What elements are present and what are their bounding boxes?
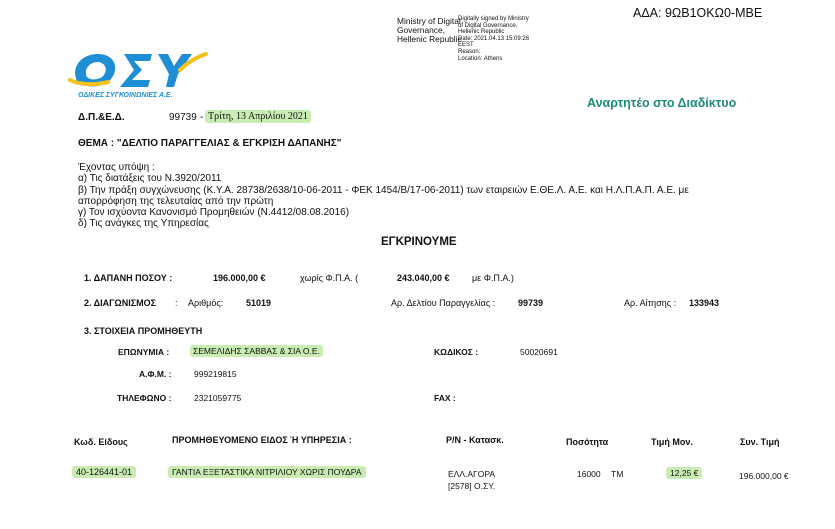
table-header-quantity: Ποσότητα	[566, 437, 609, 447]
table-header-pn: P/N - Κατασκ.	[446, 435, 504, 445]
row-code: 40-126441-01	[72, 466, 136, 478]
supplier-name-label: ΕΠΩΝΥΜΙΑ :	[118, 347, 170, 357]
signature-detail-line: Reason:	[458, 48, 481, 55]
considering-item: β) Την πράξη συγχώνευσης (Κ.Υ.Α. 28738/2638/10-06-2011 - ΦΕΚ 1454/Β/17-06-2011) των εταιρειών Ε.ΘΕ.Λ. Α.Ε. και Η.Λ.Π.Α.Π. Α.Ε. με	[78, 184, 689, 196]
signature-detail-line: Hellenic Republic	[458, 29, 505, 36]
protocol-number: 99739	[169, 112, 197, 123]
signature-ministry-line: Hellenic Republic	[397, 34, 462, 44]
signature-detail-line: Date: 2021.04.13 15:09:26	[458, 35, 530, 42]
section3-label: 3. ΣΤΟΙΧΕΙΑ ΠΡΟΜΗΘΕΥΤΗ	[84, 326, 203, 336]
considering-item: απορρόφηση της τελευταίας από την πρώτη	[78, 195, 274, 207]
section2-colon: :	[175, 298, 178, 308]
table-header-total: Συν. Τιμή	[740, 437, 780, 447]
considering-item: α) Τις διατάξεις του Ν.3920/2011	[78, 173, 222, 185]
section2-request-value: 133943	[689, 298, 720, 308]
signature-ministry-line: Governance,	[397, 25, 445, 35]
row-pn-line: ΕΛΛ.ΑΓΟΡΑ	[448, 469, 496, 479]
signature-details	[458, 16, 529, 62]
supplier-code-label: ΚΩΔΙΚΟΣ :	[434, 347, 479, 357]
section2-order-label: Αρ. Δελτίου Παραγγελίας :	[391, 298, 496, 308]
section1-amount-gross: 243.040,00 €	[397, 273, 450, 283]
supplier-phone-value: 2321059775	[194, 393, 242, 403]
supplier-afm-value: 999219815	[194, 369, 237, 379]
section2-order-value: 99739	[518, 298, 544, 308]
table-header-description: ΠΡΟΜΗΘΕΥΟΜΕΝΟ ΕΙΔΟΣ Ή ΥΠΗΡΕΣΙΑ :	[172, 435, 352, 445]
subject-line: ΘΕΜΑ : "ΔΕΛΤΙΟ ΠΑΡΑΓΓΕΛΙΑΣ & ΕΓΚΡΙΣΗ ΔΑΠΑΝΗΣ"	[78, 138, 342, 149]
section1-without-vat: χωρίς Φ.Π.Α. (	[300, 273, 359, 283]
section2-request-label: Αρ. Αίτησης :	[624, 298, 677, 308]
osy-logo-mark	[68, 44, 208, 92]
signature-ministry-line: Ministry of Digital	[397, 16, 461, 26]
row-unit: TM	[611, 469, 624, 479]
posted-online: Αναρτητέο στο Διαδίκτυο	[587, 96, 737, 110]
signature-detail-line: Digitally signed by Ministry	[458, 16, 529, 22]
supplier-phone-label: ΤΗΛΕΦΩΝΟ :	[117, 393, 172, 403]
supplier-fax-label: FAX :	[434, 393, 456, 403]
ada-line: ΑΔΑ: 9ΩΒ1ΟΚΩ0-ΜΒΕ	[633, 6, 763, 20]
logo-caption: ΟΔΙΚΕΣ ΣΥΓΚΟΙΝΩΝΙΕΣ Α.Ε.	[78, 92, 173, 99]
section2-number-value: 51019	[246, 298, 272, 308]
signature-ministry	[397, 17, 462, 44]
row-description: ΓΑΝΤΙΑ ΕΞΕΤΑΣΤΙΚΑ ΝΙΤΡΙΛΙΟΥ ΧΩΡΙΣ ΠΟΥΔΡΑ	[168, 466, 366, 478]
considering-item: γ) Τον ισχύοντα Κανονισμό Προμηθειών (Ν.4412/08.08.2016)	[78, 207, 350, 219]
section1-label: 1. ΔΑΠΑΝΗ ΠΟΣΟΥ :	[84, 273, 173, 283]
section2-number-label: Αριθμός:	[188, 298, 224, 308]
approve-title: ΕΓΚΡΙΝΟΥΜΕ	[381, 236, 457, 248]
table-header-code: Κωδ. Είδους	[74, 437, 128, 447]
signature-detail-line: of Digital Governance,	[458, 22, 518, 29]
protocol-dash: -	[200, 112, 204, 123]
table-header-unit-price: Τιμή Μον.	[651, 437, 693, 447]
supplier-name-value: ΣΕΜΕΛΙΔΗΣ ΣΑΒΒΑΣ & ΣΙΑ Ο.Ε.	[190, 345, 323, 357]
row-pn	[448, 468, 495, 492]
section1-with-vat: με Φ.Π.Α.)	[472, 273, 514, 283]
supplier-code-value: 50020691	[520, 347, 558, 357]
considering-intro: Έχοντας υπόψη :	[78, 162, 155, 173]
signature-detail-line: Location: Athens	[458, 55, 503, 62]
section2-label: 2. ΔΙΑΓΩΝΙΣΜΟΣ	[84, 298, 157, 308]
row-unit-price: 12,25 €	[666, 467, 702, 479]
signature-detail-line: EEST	[458, 42, 474, 49]
section1-amount-net: 196.000,00 €	[213, 273, 266, 283]
row-total: 196.000,00 €	[739, 471, 789, 481]
row-pn-line: [2578] Ο.ΣΥ.	[448, 481, 496, 491]
considering-item: δ) Τις ανάγκες της Υπηρεσίας	[78, 218, 209, 230]
osy-logo	[68, 44, 208, 102]
considering-block	[78, 162, 689, 230]
supplier-afm-label: Α.Φ.Μ. :	[139, 369, 172, 379]
protocol-date: Τρίτη, 13 Απριλίου 2021	[205, 110, 311, 123]
protocol-label: Δ.Π.&Ε.Δ.	[78, 112, 125, 123]
row-quantity: 16000	[577, 469, 601, 479]
